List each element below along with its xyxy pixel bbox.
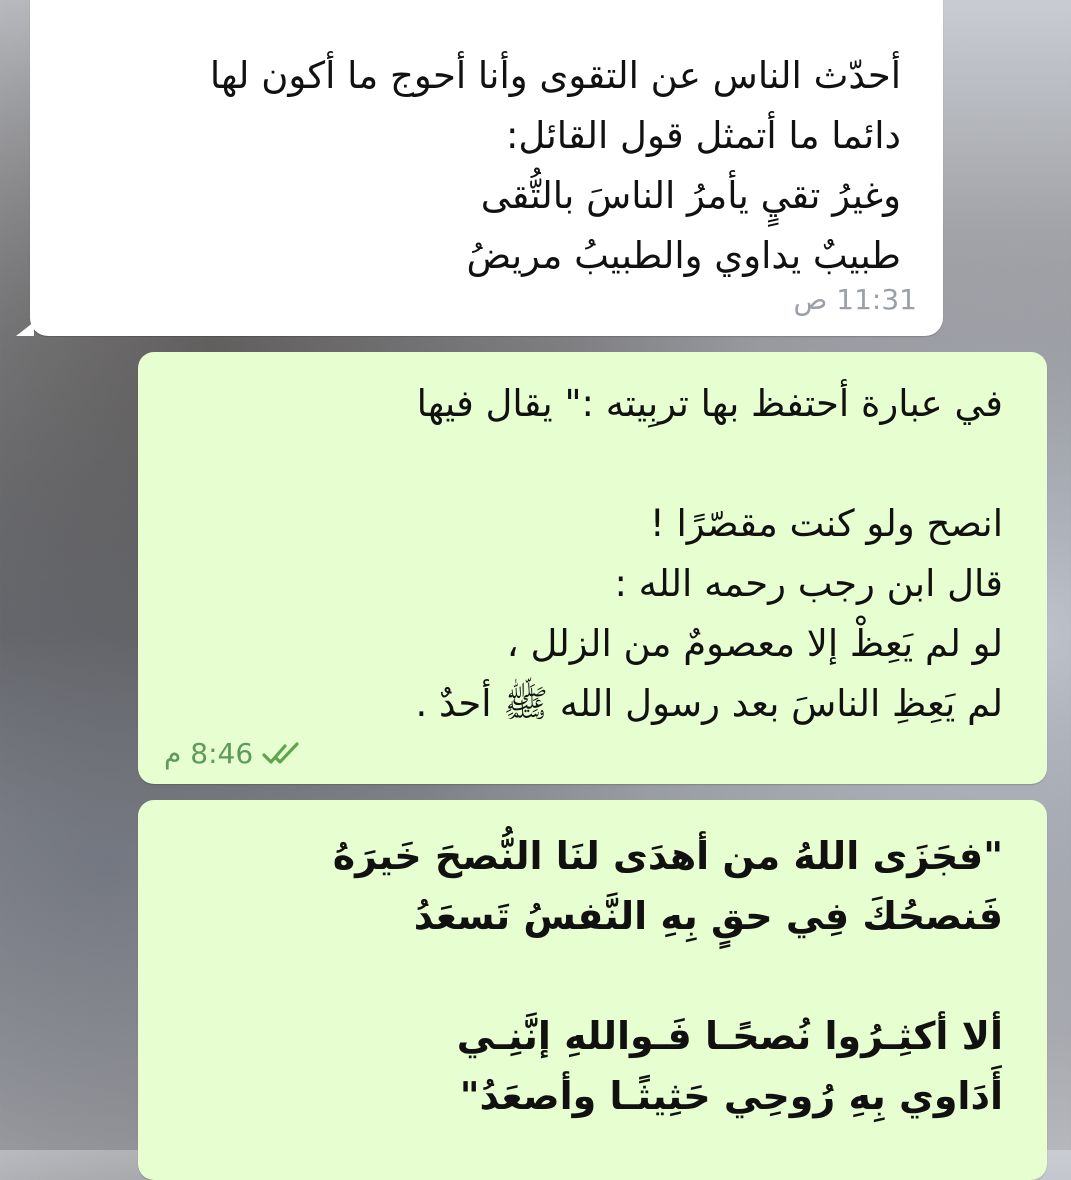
- message-time: 11:31 ص: [793, 283, 917, 316]
- message-blank-line: [174, 946, 1003, 1006]
- message-text: [70, 46, 901, 286]
- message-line: طبيبٌ يداوي والطبيبُ مريضُ: [466, 234, 901, 277]
- message-text: [174, 374, 1003, 734]
- message-line: أَدَاوي بِهِ رُوحِي حَثِيثًـا وأصعَدُ": [459, 1074, 1003, 1118]
- message-line: لو لم يَعِظْ إلا معصومٌ من الزلل ،: [506, 622, 1003, 665]
- message-bubble-outgoing[interactable]: [138, 800, 1047, 1180]
- double-check-icon: [261, 740, 305, 768]
- message-bubble-outgoing[interactable]: [138, 352, 1047, 784]
- message-text: [174, 826, 1003, 1126]
- message-line: في عبارة أحتفظ بها تربِيته :" يقال فيها: [416, 382, 1003, 425]
- message-line: فَنصحُكَ فِي حقٍ بِهِ النَّفسُ تَسعَدُ: [413, 894, 1003, 938]
- message-line: لم يَعِظِ الناسَ بعد رسول الله ﷺ أحدٌ .: [415, 682, 1003, 725]
- message-line: قال ابن رجب رحمه الله :: [614, 562, 1003, 605]
- message-time: 8:46 م: [164, 737, 254, 770]
- message-line: وغيرُ تقيٍ يأمرُ الناسَ بالتُّقى: [480, 174, 901, 217]
- message-meta: [164, 737, 305, 770]
- message-line: دائما ما أتمثل قول القائل:: [505, 114, 901, 157]
- message-blank-line: [174, 434, 1003, 494]
- message-line: أحدّث الناس عن التقوى وأنا أحوج ما أكون لها: [209, 54, 901, 97]
- message-line: "فجَزَى اللهُ من أهدَى لنَا النُّصحَ خَيرَهُ: [332, 834, 1003, 878]
- message-line: انصح ولو كنت مقصّرًا !: [649, 502, 1003, 545]
- message-line: ألا أكثِـرُوا نُصحًـا فَـواللهِ إنَّنِـي: [456, 1014, 1003, 1058]
- message-meta: [794, 283, 917, 316]
- message-bubble-incoming[interactable]: [30, 0, 943, 336]
